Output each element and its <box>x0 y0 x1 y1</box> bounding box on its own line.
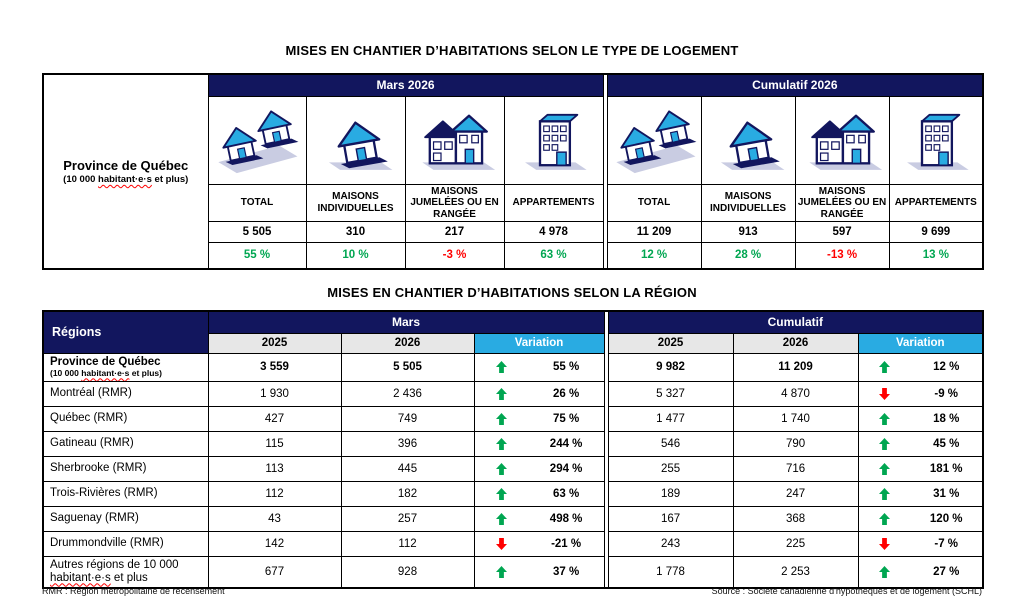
region-name: Drummondville (RMR) <box>43 531 208 556</box>
province-subtitle: (10 000 habitant·e·s et plus) <box>63 173 189 185</box>
region-name: Gatineau (RMR) <box>43 431 208 456</box>
up-arrow-icon <box>475 388 529 400</box>
variation-cell: 18 % <box>858 406 983 431</box>
up-arrow-icon <box>475 438 529 450</box>
house-icon <box>706 103 790 177</box>
starts-value: 597 <box>795 222 889 243</box>
variation-header: Variation <box>474 333 604 353</box>
variation-pct: 10 % <box>306 243 405 269</box>
up-arrow-icon <box>859 488 911 500</box>
value-cum-2026: 11 209 <box>733 353 858 381</box>
down-arrow-icon <box>859 538 911 550</box>
value-mars-2026: 5 505 <box>341 353 474 381</box>
table-row <box>43 556 983 588</box>
down-arrow-icon <box>475 538 529 550</box>
type-table-title: MISES EN CHANTIER D’HABITATIONS SELON LE TYPE DE LOGEMENT <box>285 43 739 58</box>
variation-cell: 63 % <box>474 481 604 506</box>
variation-cell: 498 % <box>474 506 604 531</box>
value-mars-2025: 142 <box>208 531 341 556</box>
up-arrow-icon <box>859 413 911 425</box>
up-arrow-icon <box>859 361 911 373</box>
house-icon <box>314 103 398 177</box>
province-header-cell <box>43 74 208 269</box>
value-cum-2026: 790 <box>733 431 858 456</box>
value-mars-2026: 928 <box>341 556 474 588</box>
starts-value: 4 978 <box>504 222 603 243</box>
variation-pct: -3 % <box>405 243 504 269</box>
value-cum-2025: 9 982 <box>608 353 733 381</box>
region-name: Trois-Rivières (RMR) <box>43 481 208 506</box>
group-header-cumulatif-2026: Cumulatif 2026 <box>607 74 983 96</box>
icon-cell <box>306 96 405 184</box>
value-cum-2025: 1 477 <box>608 406 733 431</box>
icon-cell <box>405 96 504 184</box>
icon-cell <box>889 96 983 184</box>
table-row <box>43 406 983 431</box>
variation-cell: 45 % <box>858 431 983 456</box>
region-table <box>42 310 984 589</box>
value-mars-2025: 113 <box>208 456 341 481</box>
group-header-mars-2026: Mars 2026 <box>208 74 603 96</box>
value-mars-2026: 396 <box>341 431 474 456</box>
value-mars-2025: 427 <box>208 406 341 431</box>
icon-cell <box>208 96 306 184</box>
value-cum-2025: 1 778 <box>608 556 733 588</box>
value-mars-2026: 257 <box>341 506 474 531</box>
region-name: Province de Québec (10 000 habitant·e·s et plus) <box>43 353 208 381</box>
variation-cell: 75 % <box>474 406 604 431</box>
variation-pct: 12 % <box>607 243 701 269</box>
starts-value: 11 209 <box>607 222 701 243</box>
apartment-icon <box>512 103 596 177</box>
spellcheck-wavy-text: habitant·e·s <box>81 367 130 378</box>
up-arrow-icon <box>859 463 911 475</box>
variation-pct: 63 % <box>504 243 603 269</box>
group-header-mars: Mars <box>208 311 604 333</box>
up-arrow-icon <box>475 513 529 525</box>
value-cum-2026: 716 <box>733 456 858 481</box>
type-table <box>42 73 984 270</box>
value-mars-2025: 112 <box>208 481 341 506</box>
value-cum-2026: 368 <box>733 506 858 531</box>
two-houses-icon <box>211 101 303 179</box>
starts-value: 310 <box>306 222 405 243</box>
column-label: APPARTEMENTS <box>504 184 603 222</box>
column-label: MAISONS JUMELÉES OU EN RANGÉE <box>405 184 504 222</box>
value-mars-2026: 112 <box>341 531 474 556</box>
apartment-icon <box>894 103 978 177</box>
value-mars-2025: 115 <box>208 431 341 456</box>
variation-pct: 55 % <box>208 243 306 269</box>
two-houses-icon <box>609 101 701 179</box>
value-mars-2025: 43 <box>208 506 341 531</box>
column-label: MAISONS JUMELÉES OU EN RANGÉE <box>795 184 889 222</box>
up-arrow-icon <box>475 566 529 578</box>
year-header: 2025 <box>208 333 341 353</box>
province-title: Province de Québec <box>63 157 189 173</box>
variation-header: Variation <box>858 333 983 353</box>
value-cum-2026: 2 253 <box>733 556 858 588</box>
variation-pct: 28 % <box>701 243 795 269</box>
value-cum-2025: 189 <box>608 481 733 506</box>
value-cum-2025: 5 327 <box>608 381 733 406</box>
value-mars-2026: 2 436 <box>341 381 474 406</box>
variation-pct: 13 % <box>889 243 983 269</box>
variation-cell: 244 % <box>474 431 604 456</box>
column-label: MAISONS INDIVIDUELLES <box>701 184 795 222</box>
starts-value: 217 <box>405 222 504 243</box>
region-name: Montréal (RMR) <box>43 381 208 406</box>
duplex-icon <box>413 103 497 177</box>
variation-cell: -9 % <box>858 381 983 406</box>
up-arrow-icon <box>859 513 911 525</box>
table-row <box>43 481 983 506</box>
variation-cell: 294 % <box>474 456 604 481</box>
up-arrow-icon <box>475 463 529 475</box>
table-row <box>43 431 983 456</box>
variation-cell: -21 % <box>474 531 604 556</box>
starts-value: 9 699 <box>889 222 983 243</box>
icon-cell <box>795 96 889 184</box>
variation-cell: 27 % <box>858 556 983 588</box>
value-mars-2026: 749 <box>341 406 474 431</box>
region-name: Sherbrooke (RMR) <box>43 456 208 481</box>
variation-cell: 55 % <box>474 353 604 381</box>
table-row <box>43 531 983 556</box>
value-cum-2025: 255 <box>608 456 733 481</box>
icon-cell <box>701 96 795 184</box>
value-cum-2026: 247 <box>733 481 858 506</box>
variation-cell: 26 % <box>474 381 604 406</box>
region-name: Québec (RMR) <box>43 406 208 431</box>
year-header: 2026 <box>733 333 858 353</box>
regions-header: Régions <box>43 311 208 353</box>
year-header: 2025 <box>608 333 733 353</box>
value-cum-2026: 225 <box>733 531 858 556</box>
icon-cell <box>504 96 603 184</box>
column-label: TOTAL <box>607 184 701 222</box>
column-label: TOTAL <box>208 184 306 222</box>
value-mars-2026: 445 <box>341 456 474 481</box>
value-cum-2026: 4 870 <box>733 381 858 406</box>
spellcheck-wavy-text: habitant·e·s <box>98 173 152 185</box>
table-row <box>43 456 983 481</box>
starts-value: 913 <box>701 222 795 243</box>
value-cum-2025: 167 <box>608 506 733 531</box>
variation-cell: 31 % <box>858 481 983 506</box>
value-cum-2025: 243 <box>608 531 733 556</box>
up-arrow-icon <box>475 413 529 425</box>
rmr-footnote: RMR : Région métropolitaine de recensement <box>42 586 225 596</box>
variation-cell: 120 % <box>858 506 983 531</box>
table-row <box>43 506 983 531</box>
up-arrow-icon <box>859 438 911 450</box>
value-cum-2026: 1 740 <box>733 406 858 431</box>
value-mars-2026: 182 <box>341 481 474 506</box>
region-name: Saguenay (RMR) <box>43 506 208 531</box>
column-label: APPARTEMENTS <box>889 184 983 222</box>
region-table-title: MISES EN CHANTIER D’HABITATIONS SELON LA RÉGION <box>327 285 697 300</box>
variation-cell: 12 % <box>858 353 983 381</box>
source-footnote: Source : Société canadienne d'hypothèques et de logement (SCHL) <box>711 586 982 596</box>
value-mars-2025: 1 930 <box>208 381 341 406</box>
group-header-cumulatif: Cumulatif <box>608 311 983 333</box>
up-arrow-icon <box>859 566 911 578</box>
value-mars-2025: 3 559 <box>208 353 341 381</box>
variation-cell: 181 % <box>858 456 983 481</box>
table-row <box>43 353 983 381</box>
up-arrow-icon <box>475 488 529 500</box>
up-arrow-icon <box>475 361 529 373</box>
variation-pct: -13 % <box>795 243 889 269</box>
year-header: 2026 <box>341 333 474 353</box>
variation-cell: -7 % <box>858 531 983 556</box>
starts-value: 5 505 <box>208 222 306 243</box>
icon-cell <box>607 96 701 184</box>
duplex-icon <box>800 103 884 177</box>
column-label: MAISONS INDIVIDUELLES <box>306 184 405 222</box>
variation-cell: 37 % <box>474 556 604 588</box>
region-name: Autres régions de 10 000 habitant·e·s et plus <box>43 556 208 588</box>
table-row <box>43 381 983 406</box>
down-arrow-icon <box>859 388 911 400</box>
spellcheck-wavy-text: habitant·e·s <box>50 571 111 584</box>
value-cum-2025: 546 <box>608 431 733 456</box>
value-mars-2025: 677 <box>208 556 341 588</box>
